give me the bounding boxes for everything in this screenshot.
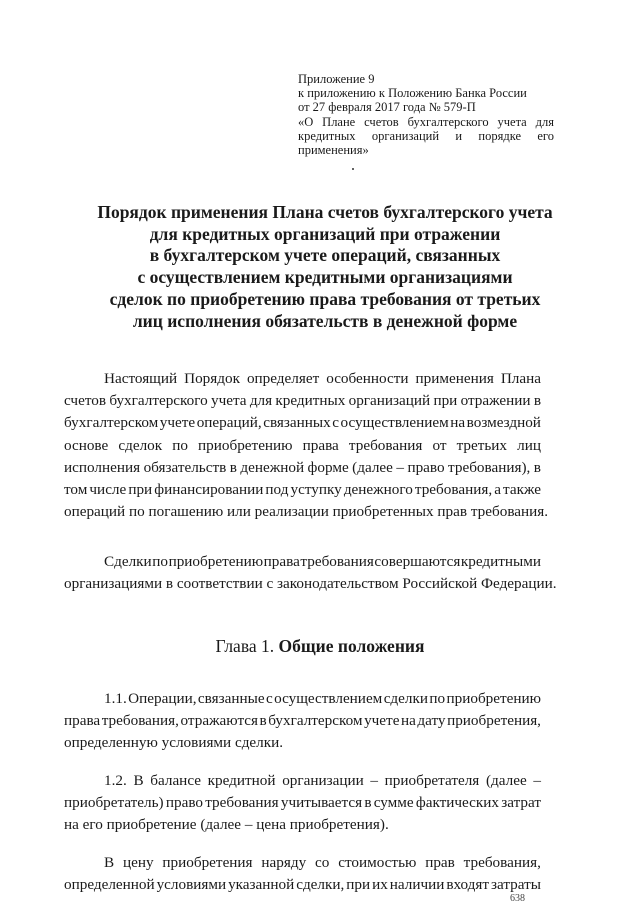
word: Сделки	[104, 553, 152, 570]
word: сделки,	[296, 876, 345, 894]
word: приобретению	[198, 436, 293, 454]
word: учете	[159, 414, 196, 432]
paragraph-line	[64, 501, 549, 523]
word: В	[104, 854, 115, 871]
word: осуществлением	[340, 414, 449, 432]
paragraph-1-3	[64, 852, 541, 896]
word: 1.2.	[104, 772, 127, 789]
word: кредитной	[207, 772, 276, 789]
document-title	[60, 202, 590, 332]
word: форме	[307, 458, 349, 476]
paragraph-line	[64, 874, 541, 896]
word: –	[533, 772, 541, 789]
word: операций,	[196, 414, 262, 432]
paragraph-line	[64, 435, 541, 457]
word: операций по погашению или реализации приобретенных прав требования.	[64, 503, 549, 521]
word: –	[370, 772, 378, 789]
word: в	[533, 392, 541, 410]
word: кредитными	[460, 553, 541, 570]
header-justified-line	[298, 129, 554, 143]
word: дату	[417, 712, 446, 730]
word: также	[503, 481, 541, 499]
word: по	[172, 436, 188, 454]
word: бухгалтерского	[407, 114, 489, 129]
word: (далее	[352, 458, 393, 476]
word: со	[315, 854, 330, 871]
word: исполнения	[64, 458, 141, 476]
word: –	[396, 458, 404, 476]
word: и	[455, 128, 463, 143]
word: определенную условиями сделки.	[64, 734, 284, 752]
word: лиц	[517, 436, 541, 454]
word: фактических	[415, 794, 499, 812]
word: по	[152, 553, 168, 570]
chapter-prefix: Глава 1.	[215, 636, 275, 656]
header-justified-line	[298, 115, 554, 129]
paragraph-line	[64, 368, 541, 390]
word: В	[133, 772, 144, 789]
word: возмездной	[466, 414, 541, 432]
page-number: 638	[510, 893, 525, 904]
word: в	[533, 458, 541, 476]
word: входят	[446, 876, 490, 894]
word: приобретения,	[447, 712, 541, 730]
word: денежного	[343, 481, 413, 499]
word: совершаются	[374, 553, 461, 570]
word: требования,	[101, 712, 179, 730]
paragraph-line	[64, 457, 541, 479]
word: требования,	[463, 854, 541, 871]
word: в	[259, 712, 267, 730]
header-line: к приложению к Положению Банка России	[298, 86, 527, 101]
word: Операции,	[128, 690, 197, 707]
word: их	[372, 876, 388, 894]
word: право	[407, 458, 445, 476]
word: его	[537, 128, 554, 143]
word: балансе	[150, 772, 201, 789]
appendix-header	[298, 72, 554, 157]
word: применения	[415, 370, 494, 387]
chapter-title: Общие положения	[278, 636, 425, 656]
paragraph-line	[64, 551, 541, 573]
word: финансировании	[154, 481, 264, 499]
title-line: сделок по приобретению права требования от третьих	[109, 288, 541, 309]
word: права	[64, 712, 101, 730]
intro-paragraph-1	[64, 368, 549, 523]
paragraph-line	[64, 412, 541, 434]
word: бухгалтерского	[109, 392, 208, 410]
word: организациями в соответствии с законодательством Российской Федерации.	[64, 575, 557, 593]
word: сделки	[383, 690, 428, 707]
word: учета	[210, 392, 247, 410]
word: наряду	[261, 854, 307, 871]
paragraph-line	[64, 573, 557, 595]
title-line: в бухгалтерском учете операций, связанных	[149, 245, 501, 266]
word: при	[433, 392, 458, 410]
word: на	[400, 712, 416, 730]
title-line: для кредитных организаций при отражении	[149, 223, 501, 244]
word: приобретению	[168, 553, 264, 570]
word: затраты	[490, 876, 541, 894]
word: требования	[300, 553, 374, 570]
word: требования	[205, 794, 279, 812]
word: Порядок	[184, 370, 240, 387]
word: приобретению	[446, 690, 541, 707]
word: бухгалтерском	[268, 712, 363, 730]
intro-paragraph-2	[64, 551, 557, 595]
word: в	[364, 794, 372, 812]
word: требования	[348, 436, 423, 454]
word: право	[165, 794, 203, 812]
word: «О	[298, 114, 314, 129]
paragraph-line	[64, 792, 541, 814]
word: определяет	[246, 370, 320, 387]
word: Плана	[500, 370, 541, 387]
word: 1.1.	[104, 690, 127, 707]
word: обязательств	[143, 458, 227, 476]
word: осуществлением	[274, 690, 383, 707]
word: стоимостью	[338, 854, 417, 871]
word: при	[346, 876, 371, 894]
word: при	[128, 481, 153, 499]
word: организаций	[371, 128, 440, 143]
word: приобретатель)	[64, 794, 164, 812]
word: на его приобретение (далее – цена приобретения).	[64, 816, 389, 834]
word: денежной	[240, 458, 305, 476]
word: под	[265, 481, 289, 499]
word: сделок	[118, 436, 163, 454]
header-line: применения»	[298, 143, 369, 158]
word: третьих	[456, 436, 508, 454]
word: права	[263, 553, 300, 570]
word: затрат	[501, 794, 541, 812]
paragraph-line	[64, 732, 541, 754]
word: прав	[425, 854, 455, 871]
word: основе	[64, 436, 109, 454]
word: учитывается	[280, 794, 363, 812]
word: для	[249, 392, 273, 410]
word: права	[302, 436, 339, 454]
word: уступку	[290, 481, 342, 499]
paragraph-1-1	[64, 688, 541, 755]
word: организации	[282, 772, 364, 789]
paragraph-line	[64, 852, 541, 874]
word: указанной	[228, 876, 295, 894]
word: определенной	[64, 876, 155, 894]
word: числе	[89, 481, 127, 499]
word: бухгалтерском	[64, 414, 159, 432]
word: а	[494, 481, 501, 499]
word: том	[64, 481, 88, 499]
word: с	[265, 690, 273, 707]
chapter-heading	[0, 635, 640, 657]
word: учете	[364, 712, 400, 730]
word: связанных	[263, 414, 331, 432]
paragraph-line	[64, 479, 541, 501]
word: на	[450, 414, 466, 432]
word: организаций	[348, 392, 431, 410]
word: требования,	[414, 481, 493, 499]
header-line: Приложение 9	[298, 72, 375, 86]
word: наличии	[389, 876, 445, 894]
word: условиями	[156, 876, 227, 894]
word: для	[535, 114, 554, 129]
paragraph-line	[64, 710, 541, 732]
word: Настоящий	[104, 370, 178, 387]
word: счетов	[64, 392, 107, 410]
word: требования),	[448, 458, 531, 476]
paragraph-line	[64, 688, 541, 710]
word: от	[432, 436, 447, 454]
word: счетов	[364, 114, 399, 129]
title-line: Порядок применения Плана счетов бухгалтерского учета	[97, 202, 553, 222]
word: отражаются	[180, 712, 258, 730]
word: с	[332, 414, 339, 432]
word: порядке	[478, 128, 522, 143]
word: приобретения	[162, 854, 253, 871]
word: кредитных	[275, 392, 346, 410]
scan-speck	[352, 168, 354, 170]
word: цену	[122, 854, 154, 871]
word: отражении	[460, 392, 531, 410]
word: приобретателя	[384, 772, 480, 789]
word: (далее	[485, 772, 527, 789]
title-line: с осуществлением кредитными организациями	[137, 267, 513, 288]
word: в	[229, 458, 237, 476]
word: сумме	[373, 794, 414, 812]
word: связанные	[197, 690, 265, 707]
word: кредитных	[298, 128, 356, 143]
paragraph-line	[64, 770, 541, 792]
word: особенности	[326, 370, 409, 387]
header-line: от 27 февраля 2017 года № 579-П	[298, 100, 476, 115]
word: учета	[497, 114, 527, 129]
paragraph-1-2	[64, 770, 541, 837]
paragraph-line	[64, 390, 541, 412]
word: Плане	[322, 114, 356, 129]
title-line: лиц исполнения обязательств в денежной форме	[132, 310, 518, 331]
word: по	[429, 690, 446, 707]
paragraph-line	[64, 814, 541, 836]
